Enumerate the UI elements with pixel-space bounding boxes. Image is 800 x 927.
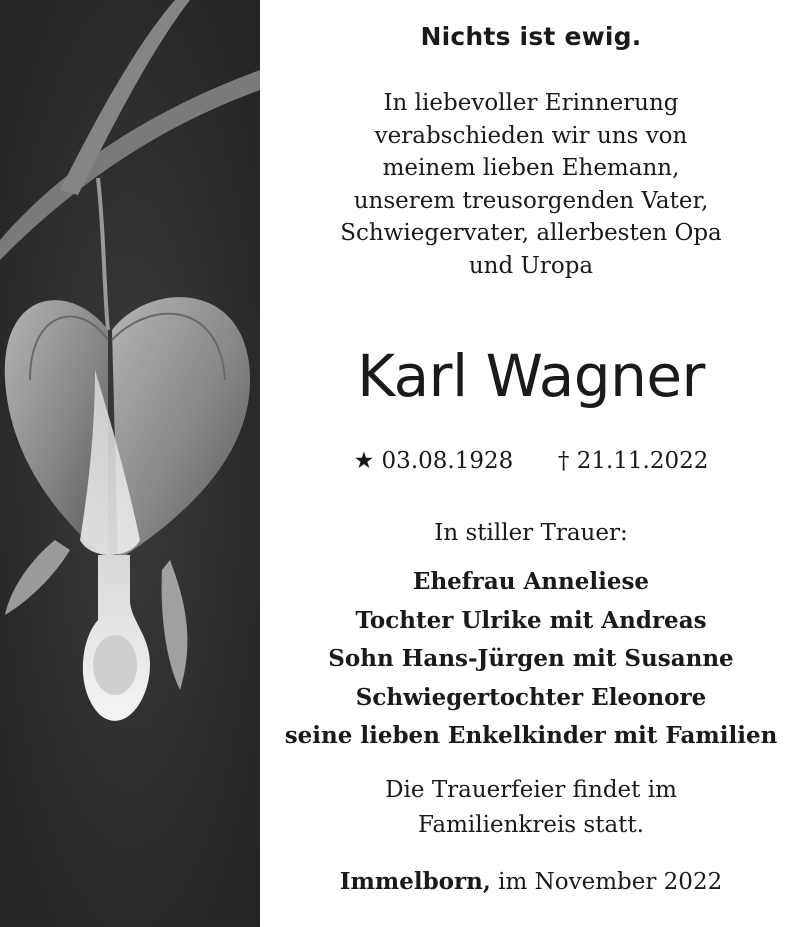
birth-date: 03.08.1928 xyxy=(381,448,514,474)
motto-heading: Nichts ist ewig. xyxy=(420,22,642,51)
intro-line: meinem lieben Ehemann, xyxy=(382,155,680,181)
death-cross-icon: † xyxy=(557,448,570,474)
ceremony-note xyxy=(262,773,800,843)
intro-line: und Uropa xyxy=(468,252,594,279)
obituary-text xyxy=(262,0,800,927)
deceased-name: Karl Wagner xyxy=(357,342,705,410)
flower-photo xyxy=(0,0,260,927)
intro-text xyxy=(262,87,800,282)
ceremony-line: Die Trauerfeier findet im xyxy=(385,777,677,803)
mourner-line: Tochter Ulrike mit Andreas xyxy=(355,606,707,634)
mourner-line: seine lieben Enkelkinder mit Familien xyxy=(284,722,778,749)
intro-line: verabschieden wir uns von xyxy=(374,122,688,149)
place: Immelborn, xyxy=(339,868,491,895)
death-date: 21.11.2022 xyxy=(576,448,709,474)
ceremony-line: Familienkreis statt. xyxy=(418,812,644,838)
mourners-list xyxy=(262,563,800,756)
life-dates xyxy=(262,448,800,474)
place-and-date xyxy=(262,868,800,895)
intro-line: unserem treusorgenden Vater, xyxy=(353,187,709,214)
birth-star-icon: ★ xyxy=(353,448,375,474)
bleeding-heart-flower-icon xyxy=(0,0,260,927)
mourner-line: Ehefrau Anneliese xyxy=(412,568,650,595)
mourning-label: In stiller Trauer: xyxy=(434,520,628,546)
intro-line: Schwiegervater, allerbesten Opa xyxy=(340,220,722,246)
mourner-line: Schwiegertochter Eleonore xyxy=(355,683,707,711)
mourner-line: Sohn Hans-Jürgen mit Susanne xyxy=(328,645,734,672)
date-line: im November 2022 xyxy=(498,869,723,895)
intro-line: In liebevoller Erinnerung xyxy=(383,90,679,116)
